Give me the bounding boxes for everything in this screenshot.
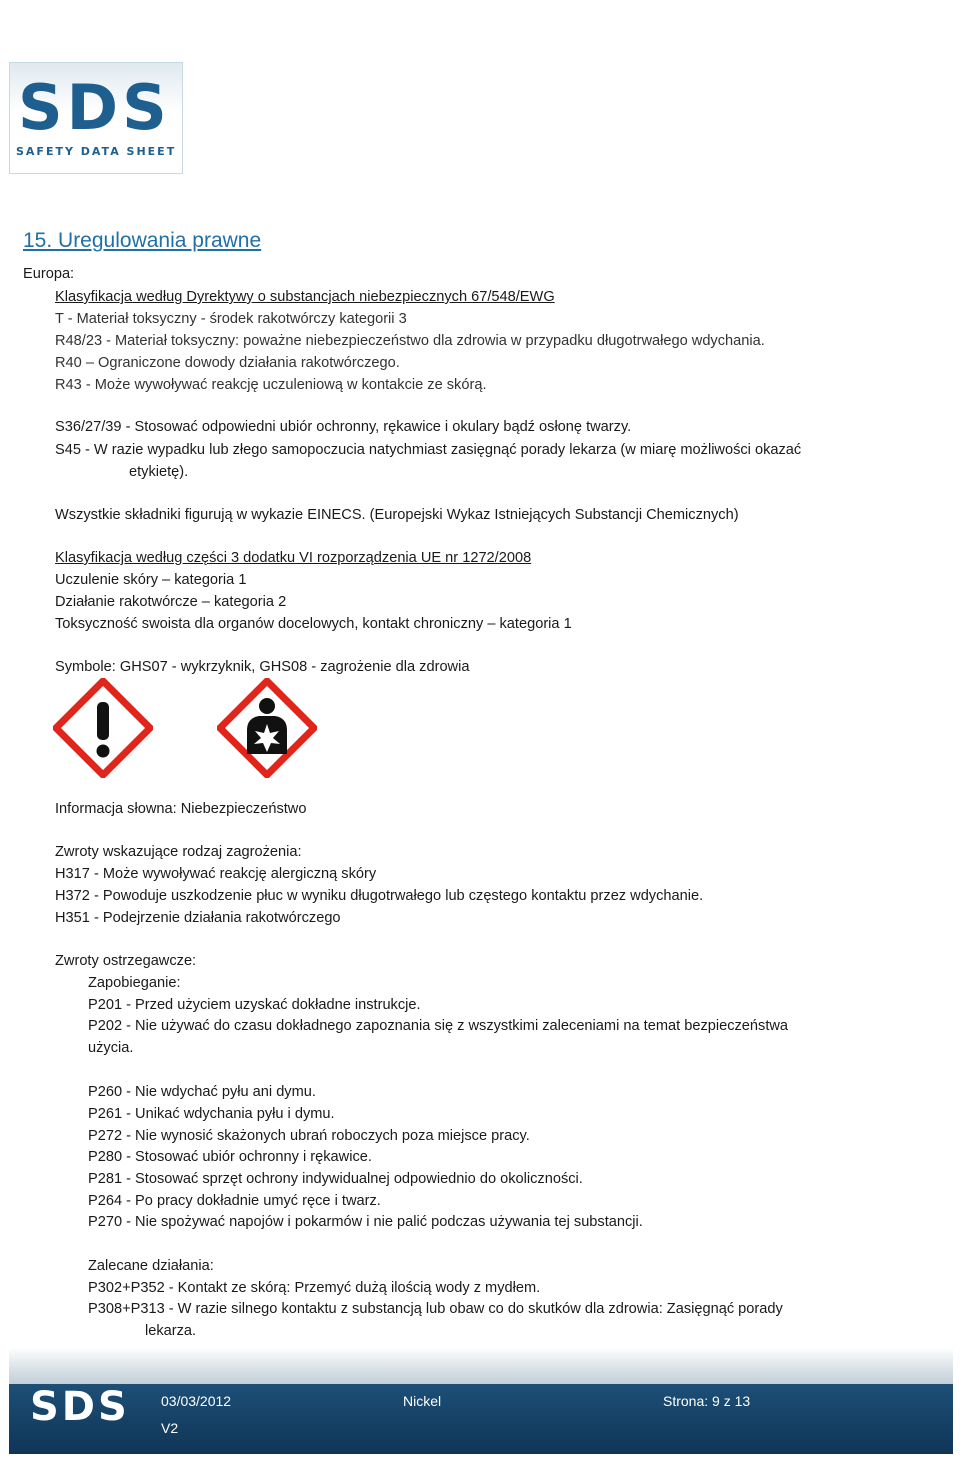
p-statement-cont: lekarza. (145, 1323, 197, 1339)
sds-logo (9, 62, 183, 174)
hazard-class: Działanie rakotwórcze – kategoria 2 (55, 594, 287, 610)
p-statement: P302+P352 - Kontakt ze skórą: Przemyć dużą ilością wody z mydłem. (88, 1280, 541, 1296)
p-statement: P264 - Po pracy dokładnie umyć ręce i twarz. (88, 1193, 381, 1209)
hazard-class: Uczulenie skóry – kategoria 1 (55, 572, 247, 588)
footer-band (9, 1384, 953, 1454)
safety-phrase: S45 - W razie wypadku lub złego samopoczucia natychmiast zasięgnąć porady lekarza (w miarę możliwości okazać (55, 442, 802, 458)
risk-phrase: R48/23 - Materiał toksyczny: poważne niebezpieczeństwo dla zdrowia w przypadku długotrwałego wdychania. (55, 333, 765, 349)
footer-product: Nickel (403, 1393, 442, 1409)
p-statement: P261 - Unikać wdychania pyłu i dymu. (88, 1106, 335, 1122)
h-statements-heading: Zwroty wskazujące rodzaj zagrożenia: (55, 844, 302, 860)
response-heading: Zalecane działania: (88, 1258, 214, 1274)
exclamation-mark-icon (53, 678, 153, 778)
footer-page-number: Strona: 9 z 13 (663, 1393, 751, 1409)
p-statement: P308+P313 - W razie silnego kontaktu z substancją lub obaw co do skutków dla zdrowia: Zasięgnąć porady (88, 1301, 783, 1317)
footer-date: 03/03/2012 (161, 1393, 232, 1409)
signal-word: Informacja słowna: Niebezpieczeństwo (55, 801, 307, 817)
risk-phrase: R40 – Ograniczone dowody działania rakotwórczego. (55, 355, 400, 371)
h-statement: H372 - Powoduje uszkodzenie płuc w wyniku długotrwałego lub częstego kontaktu przez wdychanie. (55, 888, 704, 904)
directive-heading: Klasyfikacja według Dyrektywy o substancjach niebezpiecznych 67/548/EWG (55, 289, 555, 305)
p-statement: P201 - Przed użyciem uzyskać dokładne instrukcje. (88, 997, 421, 1013)
p-statement: P270 - Nie spożywać napojów i pokarmów i nie palić podczas używania tej substancji. (88, 1214, 643, 1230)
safety-phrase: S36/27/39 - Stosować odpowiedni ubiór ochronny, rękawice i okulary bądź osłonę twarzy. (55, 419, 632, 435)
p-statement: P280 - Stosować ubiór ochronny i rękawice. (88, 1149, 372, 1165)
einecs-note: Wszystkie składniki figurują w wykazie EINECS. (Europejski Wykaz Istniejących Substancji Chemicznych) (55, 507, 739, 523)
safety-phrase-cont: etykietę). (129, 464, 189, 480)
p-statement: P202 - Nie używać do czasu dokładnego zapoznania się z wszystkimi zaleceniami na temat bezpieczeństwa (88, 1018, 789, 1034)
p-statement: P272 - Nie wynosić skażonych ubrań roboczych poza miejsce pracy. (88, 1128, 530, 1144)
classification-line: T - Materiał toksyczny - środek rakotwórczy kategorii 3 (55, 311, 407, 327)
logo-letters: SDS (18, 71, 171, 144)
health-hazard-icon (217, 678, 317, 778)
clp-heading: Klasyfikacja według części 3 dodatku VI rozporządzenia UE nr 1272/2008 (55, 550, 532, 566)
p-statements-heading: Zwroty ostrzegawcze: (55, 953, 197, 969)
logo-subtitle: SAFETY DATA SHEET (16, 145, 177, 158)
p-statement: P281 - Stosować sprzęt ochrony indywidualnej odpowiednio do okoliczności. (88, 1171, 583, 1187)
europa-label: Europa: (23, 266, 75, 282)
prevention-heading: Zapobieganie: (88, 975, 181, 991)
risk-phrase: R43 - Może wywoływać reakcję uczuleniową w kontakcie ze skórą. (55, 377, 487, 393)
h-statement: H317 - Może wywoływać reakcję alergiczną skóry (55, 866, 377, 882)
symbols-line: Symbole: GHS07 - wykrzyknik, GHS08 - zagrożenie dla zdrowia (55, 659, 470, 675)
footer-version: V2 (161, 1420, 179, 1436)
p-statement-cont: użycia. (88, 1040, 134, 1056)
hazard-class: Toksyczność swoista dla organów docelowych, kontakt chroniczny – kategoria 1 (55, 616, 572, 632)
p-statement: P260 - Nie wdychać pyłu ani dymu. (88, 1084, 316, 1100)
h-statement: H351 - Podejrzenie działania rakotwórczego (55, 910, 341, 926)
footer-logo: SDS (30, 1384, 130, 1430)
section-title: 15. Uregulowania prawne (23, 229, 262, 252)
